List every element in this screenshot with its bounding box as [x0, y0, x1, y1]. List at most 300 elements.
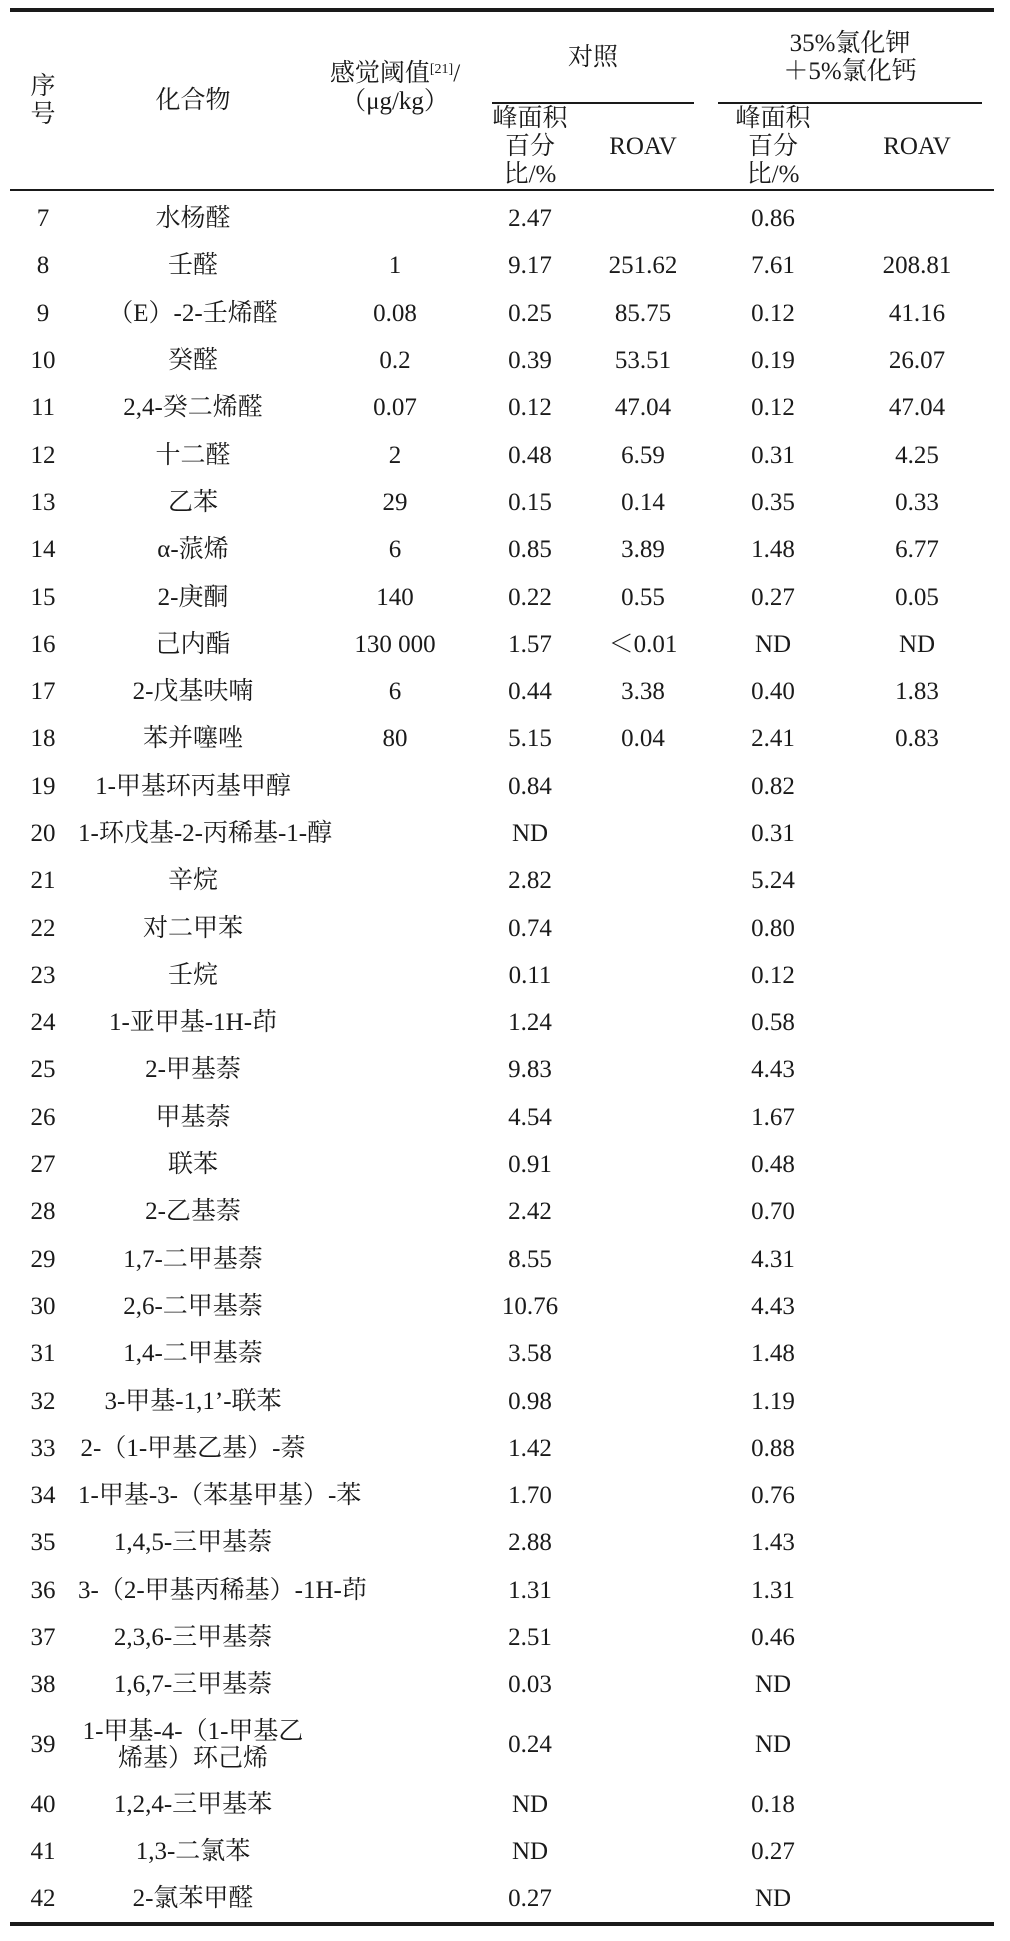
header-seq — [10, 10, 76, 190]
table-row — [10, 1828, 994, 1875]
table-row — [10, 999, 994, 1046]
compound-name: 苯并噻唑 — [142, 725, 243, 753]
threshold-value: 0.07 — [373, 394, 417, 422]
treatment-peak-area: 0.12 — [751, 299, 795, 327]
control-peak-area: 0.85 — [508, 536, 552, 564]
control-roav: 3.38 — [621, 678, 665, 706]
table-row — [10, 952, 994, 999]
treatment-peak-area: ND — [754, 1731, 792, 1758]
compound-name: 1,4,5-三甲基萘 — [113, 1529, 273, 1557]
treatment-peak-area: 0.88 — [751, 1434, 795, 1462]
treatment-peak-area: 0.46 — [751, 1624, 795, 1652]
treatment-peak-area: 0.82 — [751, 772, 795, 800]
threshold-value — [310, 1046, 480, 1093]
control-roav — [580, 1283, 706, 1330]
threshold-value — [310, 1330, 480, 1377]
threshold-value: 130 000 — [354, 630, 436, 658]
treatment-roav — [840, 952, 994, 999]
threshold-value: 6 — [388, 536, 402, 564]
threshold-value — [310, 1141, 480, 1188]
table-body — [10, 190, 994, 1924]
treatment-roav — [840, 1330, 994, 1377]
control-peak-area: 4.54 — [508, 1103, 552, 1131]
treatment-roav — [840, 904, 994, 951]
compound-name: 2,3,6-三甲基萘 — [113, 1624, 273, 1652]
control-roav: 3.89 — [621, 536, 665, 564]
control-roav: 0.04 — [621, 725, 665, 753]
control-peak-area: 0.03 — [508, 1671, 552, 1699]
threshold-value — [310, 857, 480, 904]
row-number: 21 — [30, 867, 56, 895]
control-peak-area: 0.98 — [508, 1387, 552, 1415]
table-row — [10, 1094, 994, 1141]
treatment-roav — [840, 1094, 994, 1141]
header-control-peak-area: 峰面积百分比/% — [480, 104, 580, 190]
row-number: 36 — [30, 1576, 56, 1604]
treatment-peak-area: 0.12 — [751, 961, 795, 989]
treatment-roav — [840, 1236, 994, 1283]
compound-name: 癸醛 — [167, 347, 218, 375]
header-compound: 化合物 — [76, 10, 310, 190]
treatment-roav — [840, 1875, 994, 1924]
control-peak-area: 1.57 — [508, 630, 552, 658]
treatment-peak-area: 0.76 — [751, 1482, 795, 1510]
control-roav — [580, 1519, 706, 1566]
header-treatment-roav: ROAV — [840, 104, 994, 190]
header-treatment-peak-area: 峰面积百分比/% — [706, 104, 840, 190]
compound-name: 3-（2-甲基丙稀基）-1H-茚 — [78, 1576, 367, 1604]
treatment-roav — [840, 810, 994, 857]
threshold-unit: （μg/kg） — [341, 88, 449, 115]
compound-name: 2-戊基呋喃 — [132, 678, 254, 706]
control-roav — [580, 1472, 706, 1519]
row-number: 35 — [30, 1529, 56, 1557]
control-peak-area: 0.44 — [508, 678, 552, 706]
control-roav — [580, 1236, 706, 1283]
control-peak-area: 1.70 — [508, 1482, 552, 1510]
treatment-peak-area: 0.18 — [751, 1790, 795, 1818]
treatment-roav — [840, 1781, 994, 1828]
control-roav — [580, 1425, 706, 1472]
compounds-table — [10, 8, 994, 1926]
threshold-value — [310, 810, 480, 857]
row-number: 11 — [30, 394, 56, 422]
threshold-value — [310, 952, 480, 999]
control-roav — [580, 1567, 706, 1614]
control-peak-area: 0.27 — [480, 1875, 580, 1924]
compound-name: 甲基萘 — [155, 1103, 231, 1131]
treatment-roav — [840, 1661, 994, 1708]
compound-name: 2-甲基萘 — [145, 1056, 241, 1084]
control-peak-area: 8.55 — [508, 1245, 552, 1273]
threshold-value — [310, 1283, 480, 1330]
table-row — [10, 715, 994, 762]
compound-name: 十二醛 — [155, 441, 231, 469]
treatment-peak-area: 1.48 — [751, 536, 795, 564]
control-roav — [580, 190, 706, 242]
treatment-roav — [840, 1567, 994, 1614]
treatment-roav — [840, 1519, 994, 1566]
compound-name: 对二甲苯 — [142, 914, 243, 942]
treatment-roav — [840, 999, 994, 1046]
table-row — [10, 1188, 994, 1235]
treatment-peak-area: 4.43 — [751, 1056, 795, 1084]
treatment-roav: 208.81 — [882, 252, 952, 280]
treatment-roav: 6.77 — [895, 536, 939, 564]
table-row — [10, 1661, 994, 1708]
compound-name: 2,4-癸二烯醛 — [123, 394, 263, 422]
treatment-roav — [840, 1046, 994, 1093]
row-number: 41 — [30, 1837, 56, 1865]
treatment-peak-area: 0.31 — [751, 820, 795, 847]
control-peak-area: 5.15 — [508, 725, 552, 753]
threshold-value — [310, 1661, 480, 1708]
treatment-roav: 41.16 — [888, 299, 946, 327]
treatment-roav — [840, 1472, 994, 1519]
row-number: 10 — [30, 347, 56, 375]
compound-name: 水杨醛 — [155, 205, 231, 233]
control-roav: 47.04 — [614, 394, 672, 422]
table-row — [10, 290, 994, 337]
compound-name: 1,3-二氯苯 — [135, 1837, 251, 1865]
compound-name: 壬醛 — [167, 252, 218, 280]
threshold-value — [310, 1425, 480, 1472]
treatment-peak-area: 0.40 — [751, 678, 795, 706]
treatment-peak-area: 0.48 — [751, 1151, 795, 1179]
header-treatment-label: 35%氯化钾＋5%氯化钙 — [783, 30, 917, 85]
threshold-value: 140 — [376, 583, 414, 611]
control-roav — [580, 1781, 706, 1828]
threshold-value: 29 — [382, 488, 408, 516]
row-number: 39 — [30, 1731, 56, 1758]
treatment-roav — [840, 1188, 994, 1235]
control-roav — [580, 1330, 706, 1377]
control-peak-area: 0.39 — [508, 347, 552, 375]
row-number: 32 — [30, 1387, 56, 1415]
row-number: 12 — [30, 441, 56, 469]
compound-name: 2,6-二甲基萘 — [123, 1292, 263, 1320]
table-row — [10, 431, 994, 478]
threshold-value: 80 — [382, 725, 408, 753]
table-row — [10, 810, 994, 857]
row-number: 20 — [30, 820, 56, 847]
control-roav — [580, 952, 706, 999]
row-number: 37 — [30, 1624, 56, 1652]
table-row — [10, 337, 994, 384]
compound-name: 己内酯 — [155, 630, 231, 658]
row-number: 28 — [30, 1198, 56, 1226]
treatment-roav: ND — [898, 630, 936, 658]
threshold-value — [310, 904, 480, 951]
compound-name: 1,4-二甲基萘 — [123, 1340, 263, 1368]
control-peak-area: 9.17 — [508, 252, 552, 280]
threshold-value — [310, 1188, 480, 1235]
row-number: 18 — [30, 725, 56, 753]
control-roav — [580, 810, 706, 857]
treatment-roav — [840, 763, 994, 810]
compound-name: 1,7-二甲基萘 — [123, 1245, 263, 1273]
treatment-peak-area: 5.24 — [751, 867, 795, 895]
compound-name: α-蒎烯 — [157, 536, 229, 564]
control-peak-area: 0.24 — [508, 1731, 552, 1758]
treatment-roav: 0.33 — [895, 488, 939, 516]
treatment-roav: 26.07 — [888, 347, 946, 375]
compound-name: 乙苯 — [167, 488, 218, 516]
row-number: 26 — [30, 1103, 56, 1131]
threshold-value — [310, 763, 480, 810]
threshold-value — [310, 1828, 480, 1875]
row-number: 23 — [30, 961, 56, 989]
row-number: 33 — [30, 1434, 56, 1462]
table-row — [10, 479, 994, 526]
treatment-roav: 4.25 — [895, 441, 939, 469]
table-row — [10, 1283, 994, 1330]
row-number: 29 — [30, 1245, 56, 1273]
control-peak-area: 0.22 — [508, 583, 552, 611]
table-row — [10, 1141, 994, 1188]
row-number: 27 — [30, 1151, 56, 1179]
control-peak-area: ND — [511, 1837, 549, 1865]
table-row — [10, 1614, 994, 1661]
treatment-peak-area: 1.48 — [751, 1340, 795, 1368]
row-number: 31 — [30, 1340, 56, 1368]
row-number: 25 — [30, 1056, 56, 1084]
header-treatment — [706, 10, 994, 104]
control-roav — [580, 999, 706, 1046]
table-row — [10, 763, 994, 810]
control-peak-area: 0.74 — [508, 914, 552, 942]
threshold-value: 2 — [388, 441, 402, 469]
table-row — [10, 857, 994, 904]
threshold-label: 感觉阈值 — [329, 60, 430, 87]
treatment-roav — [840, 1283, 994, 1330]
control-peak-area: 2.47 — [508, 205, 552, 233]
threshold-value — [310, 1377, 480, 1424]
control-peak-area: 0.15 — [508, 488, 552, 516]
table-row — [10, 621, 994, 668]
table-row — [10, 904, 994, 951]
compound-name: 2-庚酮 — [157, 583, 229, 611]
row-number: 30 — [30, 1292, 56, 1320]
treatment-peak-area: 4.31 — [751, 1245, 795, 1273]
threshold-value — [310, 999, 480, 1046]
control-peak-area: 0.11 — [508, 961, 552, 989]
threshold-value — [310, 1709, 480, 1781]
row-number: 17 — [30, 678, 56, 706]
treatment-peak-area: 1.67 — [751, 1103, 795, 1131]
control-roav: 0.14 — [621, 488, 665, 516]
treatment-peak-area: 0.27 — [751, 583, 795, 611]
treatment-roav — [840, 1828, 994, 1875]
table-row — [10, 190, 994, 242]
control-roav — [580, 1377, 706, 1424]
table-row — [10, 384, 994, 431]
compound-name: 2-氯苯甲醛 — [76, 1875, 310, 1924]
compound-name: 2-乙基萘 — [145, 1198, 241, 1226]
treatment-roav: 1.83 — [895, 678, 939, 706]
header-control-roav: ROAV — [580, 104, 706, 190]
table-row — [10, 526, 994, 573]
treatment-peak-area: 0.86 — [751, 205, 795, 233]
control-peak-area: 2.42 — [508, 1198, 552, 1226]
table-row — [10, 1236, 994, 1283]
control-roav — [580, 1875, 706, 1924]
compound-name: 1-环戊基-2-丙稀基-1-醇 — [78, 820, 333, 847]
row-number: 16 — [30, 630, 56, 658]
treatment-peak-area: 4.43 — [751, 1292, 795, 1320]
compound-name: 1,2,4-三甲基苯 — [113, 1790, 273, 1818]
control-roav — [580, 1046, 706, 1093]
control-peak-area: ND — [511, 820, 549, 847]
header-control: 对照 — [480, 10, 706, 104]
threshold-value: 0.08 — [373, 299, 417, 327]
row-number: 19 — [30, 772, 56, 800]
treatment-peak-area: 0.80 — [751, 914, 795, 942]
control-peak-area: 3.58 — [508, 1340, 552, 1368]
compound-name: 1-甲基-4-（1-甲基乙烯基）环己烯 — [82, 1717, 304, 1772]
treatment-roav — [840, 1141, 994, 1188]
control-peak-area: 10.76 — [501, 1292, 559, 1320]
table-row — [10, 1425, 994, 1472]
row-number: 22 — [30, 914, 56, 942]
compound-name: 1,6,7-三甲基萘 — [113, 1671, 273, 1699]
control-roav: 6.59 — [621, 441, 665, 469]
treatment-peak-area: 7.61 — [751, 252, 795, 280]
control-roav — [580, 1661, 706, 1708]
row-number: 24 — [30, 1009, 56, 1037]
threshold-suffix: / — [453, 60, 461, 87]
control-peak-area: 2.82 — [508, 867, 552, 895]
table-row — [10, 1472, 994, 1519]
control-peak-area: 0.48 — [508, 441, 552, 469]
treatment-peak-area: 1.43 — [751, 1529, 795, 1557]
compound-name: 1-甲基环丙基甲醇 — [95, 772, 291, 800]
control-peak-area: 0.84 — [508, 772, 552, 800]
table-header — [10, 10, 994, 190]
control-peak-area: 1.42 — [508, 1434, 552, 1462]
treatment-peak-area: 1.31 — [751, 1576, 795, 1604]
treatment-roav: 0.05 — [895, 583, 939, 611]
row-number: 9 — [36, 299, 50, 327]
threshold-value: 6 — [388, 678, 402, 706]
control-roav: ＜0.01 — [608, 630, 678, 658]
treatment-peak-area: 0.12 — [751, 394, 795, 422]
control-roav — [580, 1141, 706, 1188]
row-number: 42 — [10, 1875, 76, 1924]
control-peak-area: 0.91 — [508, 1151, 552, 1179]
row-number: 8 — [36, 252, 50, 280]
compound-name: 联苯 — [167, 1151, 218, 1179]
control-peak-area: 0.12 — [508, 394, 552, 422]
control-peak-area: 0.25 — [508, 299, 552, 327]
threshold-value — [310, 1614, 480, 1661]
control-roav: 0.55 — [621, 583, 665, 611]
control-roav — [580, 1614, 706, 1661]
treatment-peak-area: ND — [754, 1671, 792, 1699]
control-peak-area: 2.51 — [508, 1624, 552, 1652]
control-roav: 85.75 — [614, 299, 672, 327]
control-peak-area: 1.24 — [508, 1009, 552, 1037]
control-roav — [580, 1828, 706, 1875]
compound-name: （E）-2-壬烯醛 — [108, 299, 278, 327]
table-row — [10, 242, 994, 289]
table-row — [10, 1709, 994, 1781]
row-number: 40 — [30, 1790, 56, 1818]
control-peak-area: ND — [511, 1790, 549, 1818]
control-roav — [580, 904, 706, 951]
treatment-roav: 47.04 — [888, 394, 946, 422]
threshold-value — [310, 190, 480, 242]
compound-name: 3-甲基-1,1’-联苯 — [104, 1387, 282, 1415]
threshold-value — [310, 1781, 480, 1828]
control-roav — [580, 1709, 706, 1781]
treatment-roav — [840, 1425, 994, 1472]
threshold-value — [310, 1875, 480, 1924]
control-roav: 251.62 — [608, 252, 678, 280]
treatment-roav — [840, 1377, 994, 1424]
threshold-value — [310, 1094, 480, 1141]
table-row — [10, 573, 994, 620]
treatment-roav — [840, 190, 994, 242]
treatment-peak-area: 0.31 — [751, 441, 795, 469]
row-number: 34 — [30, 1482, 56, 1510]
table-row — [10, 1781, 994, 1828]
threshold-ref: [21] — [429, 62, 454, 77]
treatment-roav — [840, 1614, 994, 1661]
treatment-peak-area: 1.19 — [751, 1387, 795, 1415]
compound-name: 1-亚甲基-1H-茚 — [108, 1009, 278, 1037]
header-seq-label: 序号 — [30, 72, 56, 128]
control-roav — [580, 857, 706, 904]
compound-name: 2-（1-甲基乙基）-萘 — [80, 1434, 306, 1462]
compound-name: 壬烷 — [167, 961, 218, 989]
threshold-value — [310, 1519, 480, 1566]
row-number: 14 — [30, 536, 56, 564]
treatment-peak-area: 2.41 — [751, 725, 795, 753]
treatment-peak-area: ND — [754, 630, 792, 658]
treatment-peak-area: 0.35 — [751, 488, 795, 516]
compound-name: 1-甲基-3-（苯基甲基）-苯 — [78, 1482, 362, 1510]
treatment-roav — [840, 857, 994, 904]
control-roav — [580, 763, 706, 810]
row-number: 7 — [36, 205, 50, 233]
header-threshold — [310, 10, 480, 190]
row-number: 15 — [30, 583, 56, 611]
table-row — [10, 1519, 994, 1566]
table-row — [10, 1330, 994, 1377]
control-roav: 53.51 — [614, 347, 672, 375]
treatment-peak-area: 0.70 — [751, 1198, 795, 1226]
table-row — [10, 1875, 994, 1924]
threshold-value: 0.2 — [379, 347, 411, 375]
row-number: 13 — [30, 488, 56, 516]
table-row — [10, 668, 994, 715]
treatment-peak-area: 0.27 — [751, 1837, 795, 1865]
control-peak-area: 2.88 — [508, 1529, 552, 1557]
treatment-peak-area: 0.19 — [751, 347, 795, 375]
threshold-value — [310, 1236, 480, 1283]
control-peak-area: 1.31 — [508, 1576, 552, 1604]
table-row — [10, 1046, 994, 1093]
control-roav — [580, 1188, 706, 1235]
table-row — [10, 1377, 994, 1424]
treatment-peak-area: ND — [706, 1875, 840, 1924]
treatment-peak-area: 0.58 — [751, 1009, 795, 1037]
threshold-value: 1 — [388, 252, 402, 280]
table-row — [10, 1567, 994, 1614]
compound-name: 辛烷 — [167, 867, 218, 895]
row-number: 38 — [30, 1671, 56, 1699]
